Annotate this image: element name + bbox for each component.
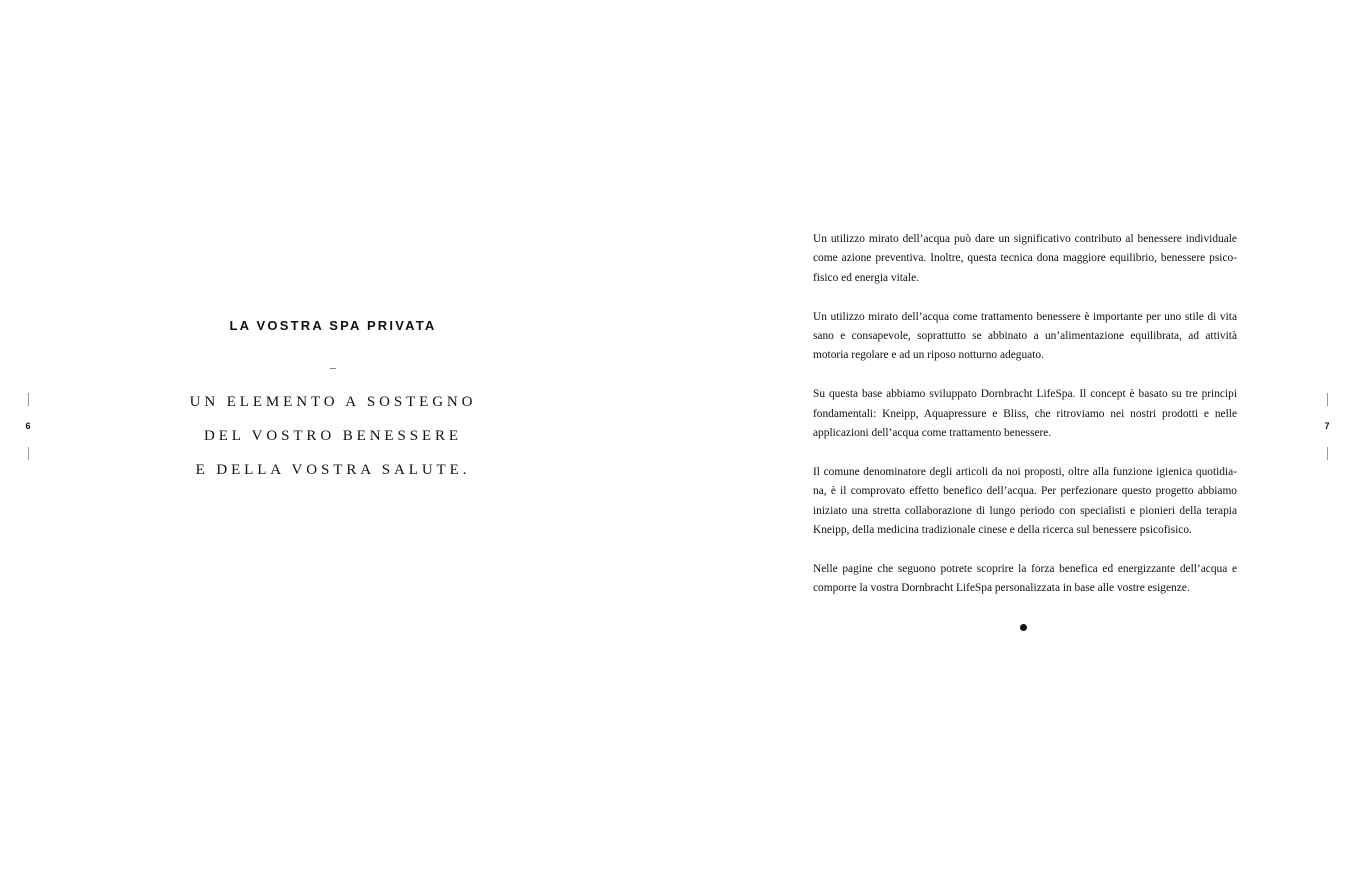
headline-line: DEL VOSTRO BENESSERE (203, 428, 462, 444)
body-paragraph: Su questa base abbiamo sviluppato Dornbracht LifeSpa. Il concept è basato su tre principi fondamentali: Kneipp, Aquapressure e Bliss, che ritroviamo nei nostri prodotti e nelle applicazioni dell’acqua come trattamento benessere. (813, 388, 1237, 440)
end-of-text-dot (1020, 624, 1027, 631)
page-marker-tick-bottom (28, 447, 29, 460)
headline-line: UN ELEMENTO A SOSTEGNO (189, 394, 477, 410)
section-title: LA VOSTRA SPA PRIVATA (229, 318, 437, 333)
page-marker-tick-bottom (1327, 447, 1328, 460)
page-number-left: 6 (25, 421, 31, 431)
page-marker-tick-top (1327, 393, 1328, 406)
headline-statement (130, 385, 536, 487)
page-marker-left (18, 393, 38, 460)
body-paragraph: Il comune denominatore degli articoli da noi proposti, oltre alla funzione igienica quotidia-na, è il comprovato effetto benefico dell’acqua. Per perfezionare questo progetto abbiamo iniziato una stretta collaborazione di lungo periodo con specialisti e pionieri della terapia Kneipp, della medicina tradizionale cinese e della ricerca sul benessere psicofisico. (813, 465, 1237, 537)
page-marker-right (1317, 393, 1337, 460)
headline-line: E DELLA VOSTRA SALUTE. (195, 462, 471, 478)
body-paragraph: Un utilizzo mirato dell’acqua come trattamento benessere è importante per uno stile di vita sano e consapevole, soprattutto se abbinato a un’alimentazione equilibrata, ad attività motoria regolare e ad un riposo notturno adeguato. (813, 310, 1237, 362)
page-number-right: 7 (1324, 421, 1330, 431)
body-paragraph: Un utilizzo mirato dell’acqua può dare un significativo contributo al benessere individuale come azione preventiva. Inoltre, questa tecnica dona maggiore equilibrio, benessere psico-fisico ed energia vitale. (813, 233, 1237, 284)
title-separator: – (330, 360, 336, 374)
body-paragraph: Nelle pagine che seguono potrete scoprire la forza benefica ed energizzante dell’acqua e comporre la vostra Dornbracht LifeSpa personalizzata in base alle vostre esigenze. (813, 562, 1237, 595)
body-text (813, 230, 1237, 618)
page-marker-tick-top (28, 393, 29, 406)
heading-block (130, 318, 536, 487)
